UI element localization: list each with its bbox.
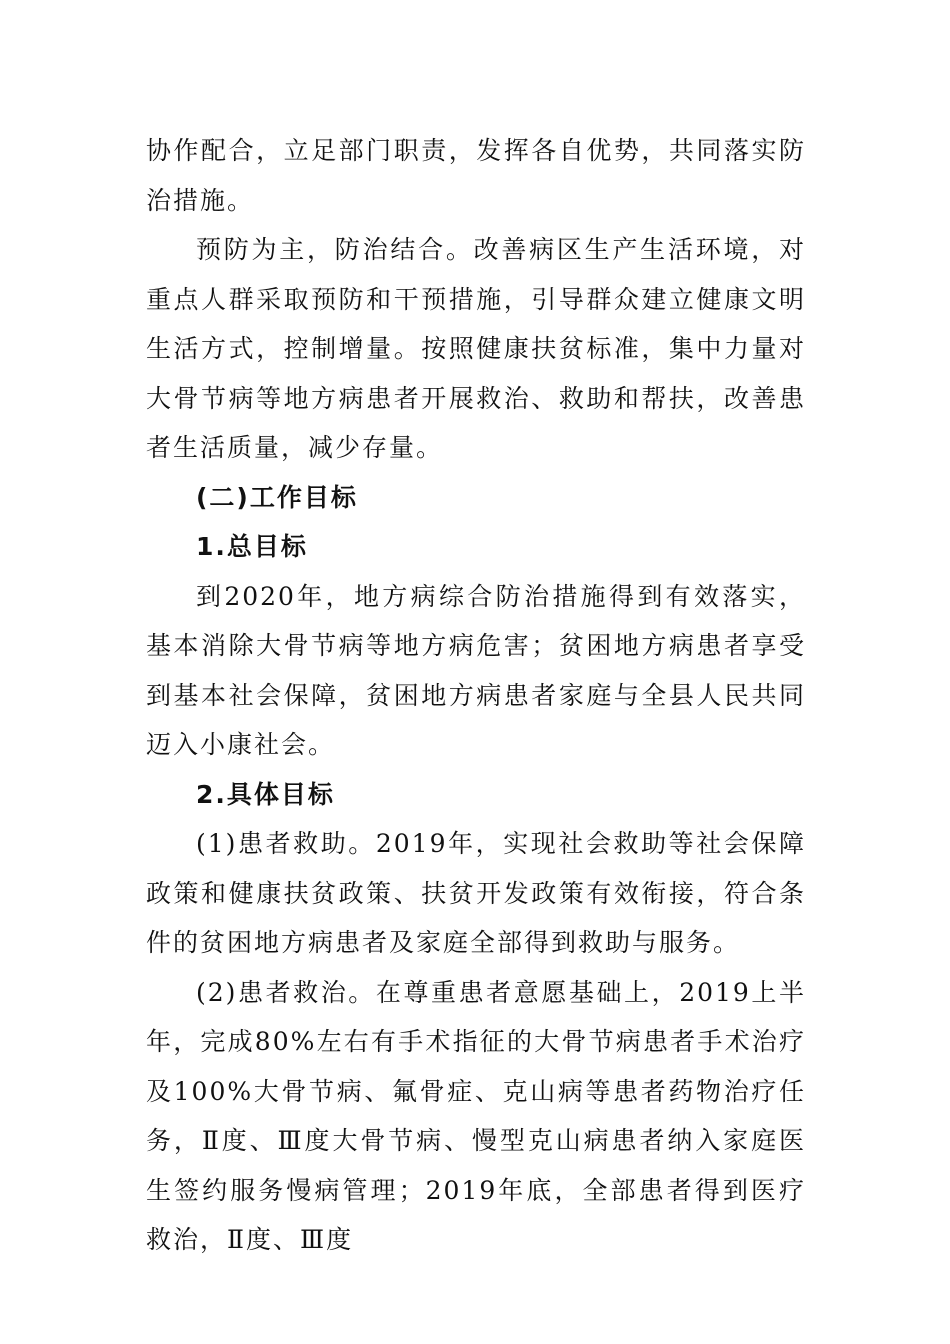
- heading-work-goals: (二)工作目标: [196, 482, 358, 512]
- paragraph-cooperation: 协作配合，立足部门职责，发挥各自优势，共同落实防治措施。: [146, 136, 806, 215]
- paragraph-prevention: 预防为主，防治结合。改善病区生产生活环境，对重点人群采取预防和干预措施，引导群众建立健康文明生活方式，控制增量。按照健康扶贫标准，集中力量对大骨节病等地方病患者开展救治、救助和帮扶，改善患者生活质量，减少存量。: [146, 235, 806, 462]
- heading-specific-goals: 2.具体目标: [196, 779, 335, 809]
- heading-overall-goal: 1.总目标: [196, 532, 308, 561]
- paragraph-patient-treatment: (2)患者救治。在尊重患者意愿基础上，2019上半年，完成80%左右有手术指征的大骨节病患者手术治疗及100%大骨节病、氟骨症、克山病等患者药物治疗任务，Ⅱ度、Ⅲ度大骨节病、慢型克山病患者纳入家庭医生签约服务慢病管理；2019年底，全部患者得到医疗救治，Ⅱ度、Ⅲ度: [146, 977, 806, 1254]
- document-body: [146, 126, 806, 1265]
- paragraph-overall-goal: 到2020年，地方病综合防治措施得到有效落实，基本消除大骨节病等地方病危害；贫困地方病患者享受到基本社会保障，贫困地方病患者家庭与全县人民共同迈入小康社会。: [146, 581, 806, 759]
- paragraph-patient-assistance: (1)患者救助。2019年，实现社会救助等社会保障政策和健康扶贫政策、扶贫开发政策有效衔接，符合条件的贫困地方病患者及家庭全部得到救助与服务。: [146, 829, 806, 957]
